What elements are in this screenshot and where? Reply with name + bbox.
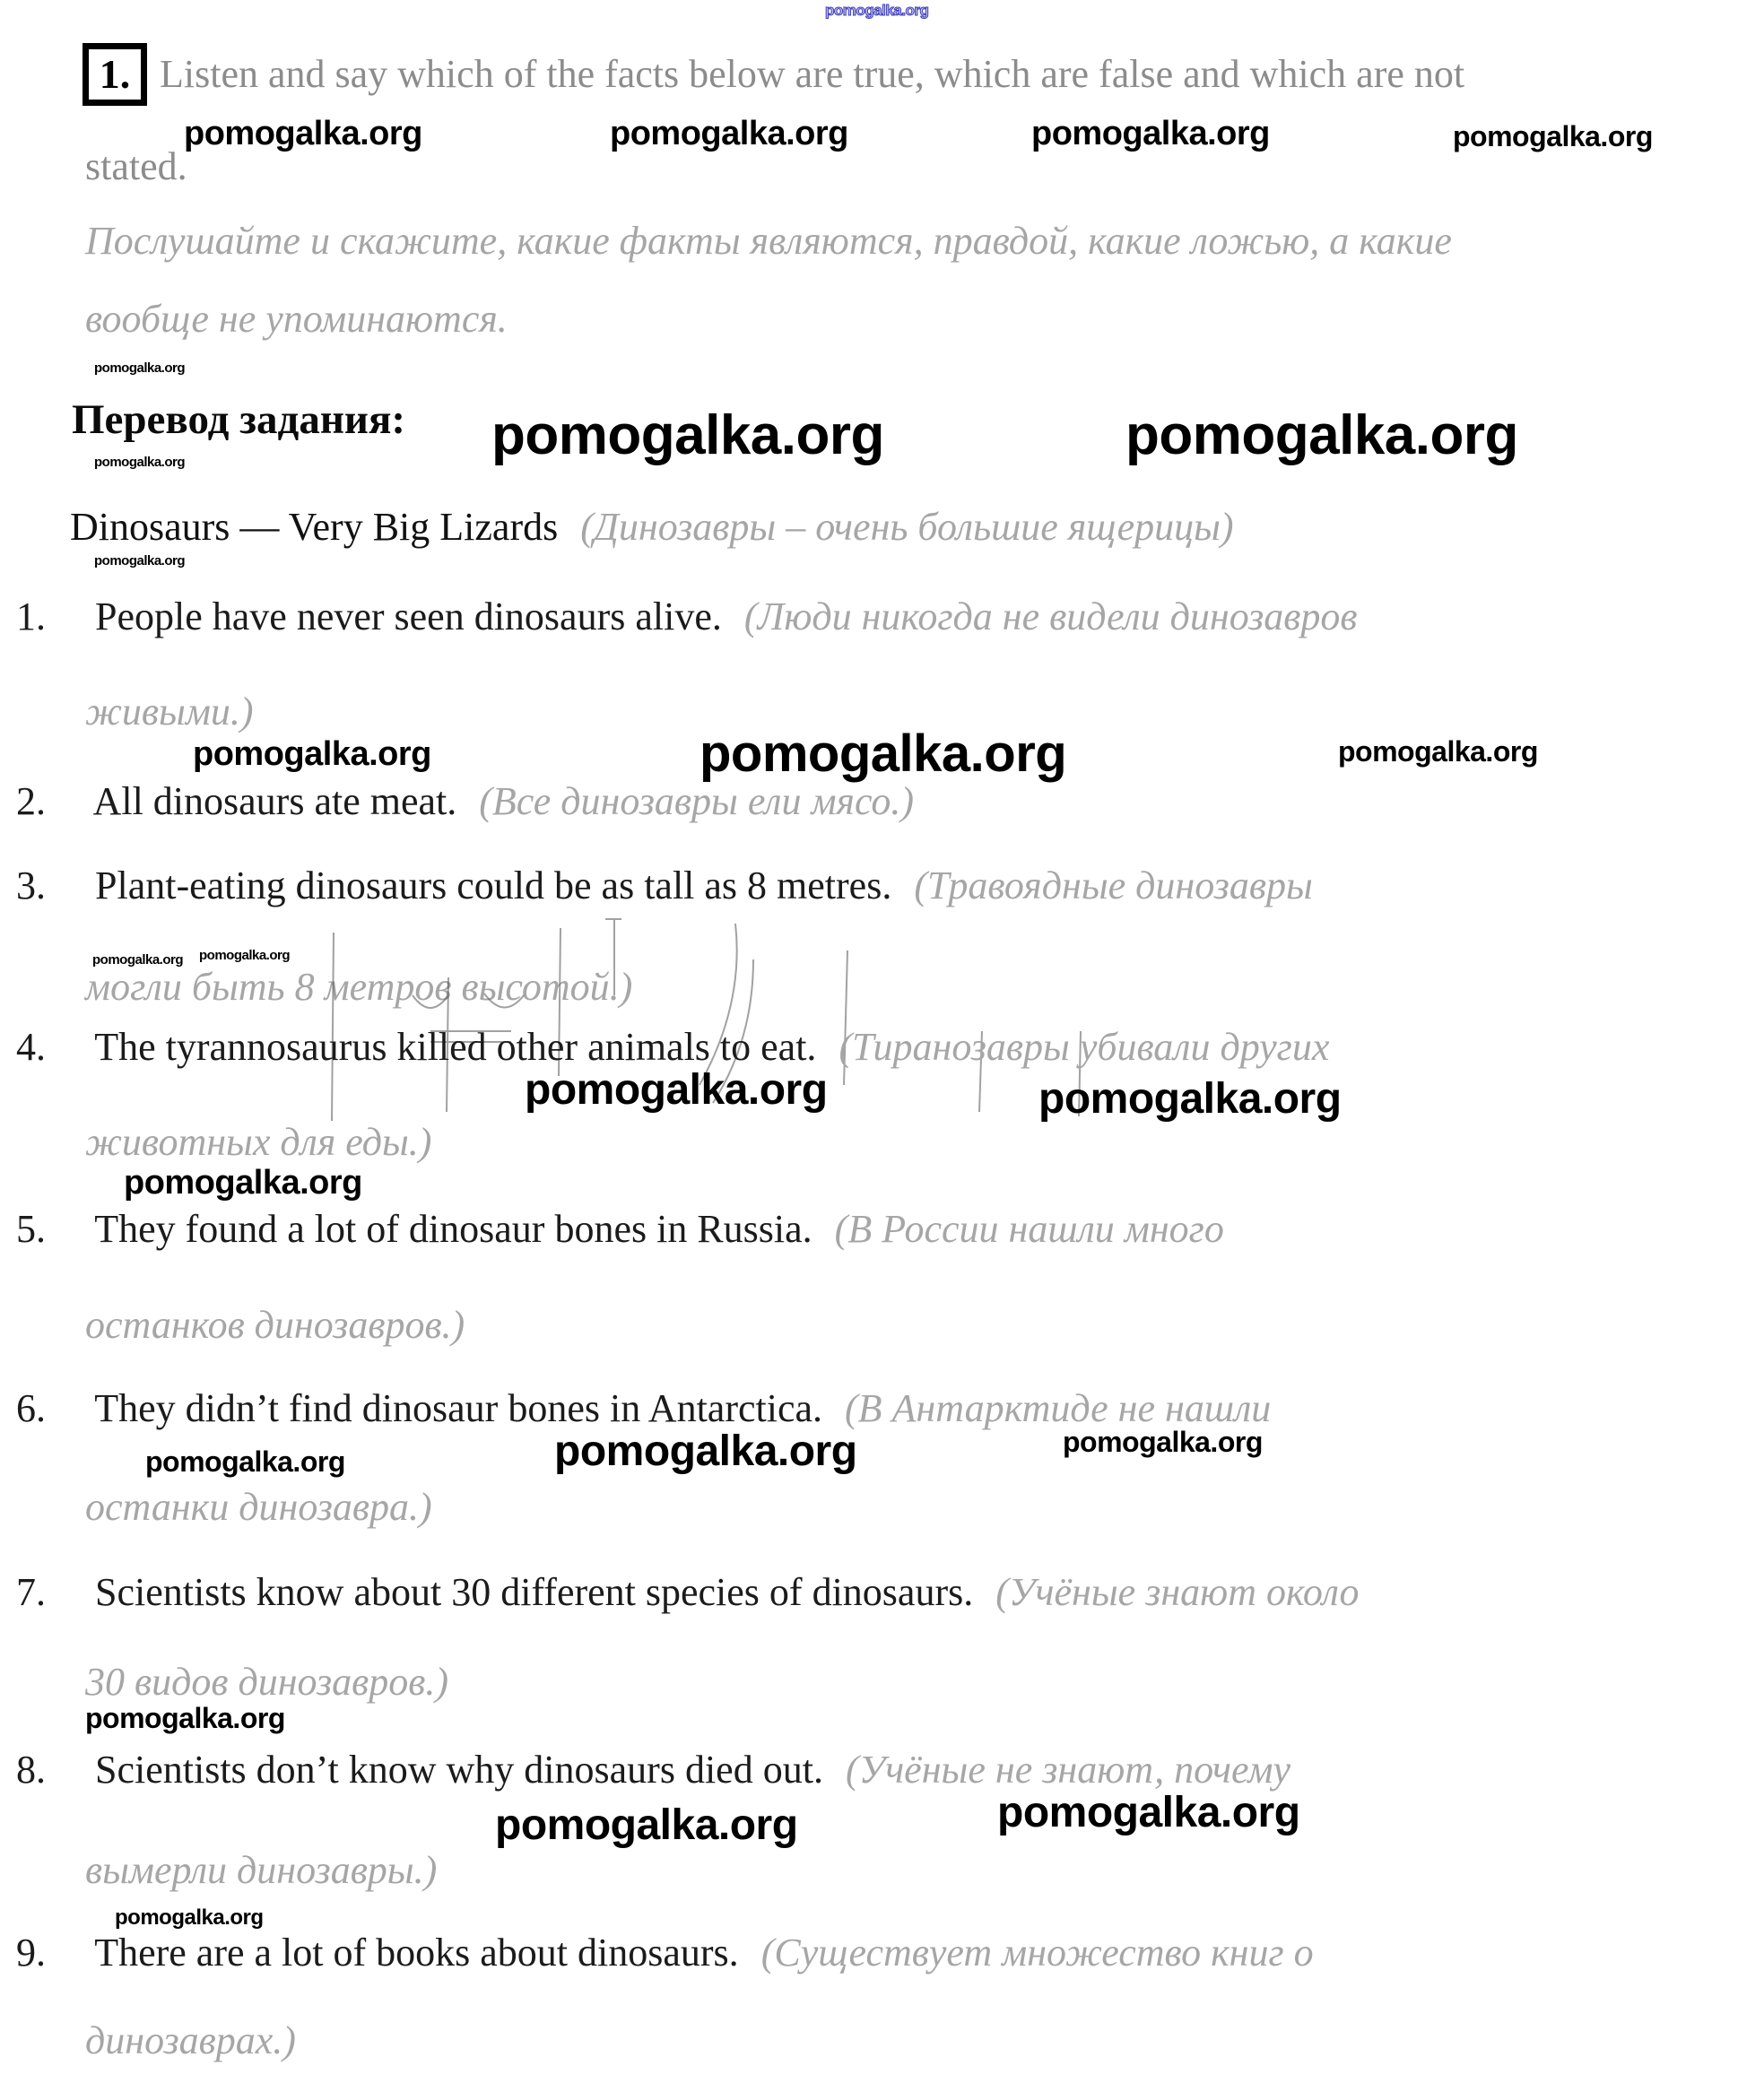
watermark: pomogalka.org [94,455,186,470]
fact-item-4-text-en: The tyrannosaurus killed other animals to eat. [94,1025,817,1069]
watermark: pomogalka.org [94,553,186,568]
fact-item-1-number: 1. [16,595,46,638]
watermark: pomogalka.org [1125,404,1518,466]
fact-item-9-number: 9. [16,1931,46,1975]
fact-item-9 [16,1930,1314,1977]
fact-item-4-continuation: животных для еды.) [85,1120,432,1164]
fact-item-6-text-en: They didn’t find dinosaur bones in Antarctica. [94,1386,823,1430]
fact-item-9-text-en: There are a lot of books about dinosaurs. [94,1931,739,1975]
watermark: pomogalka.org [491,404,884,466]
fact-item-7-number: 7. [16,1570,46,1614]
watermark: pomogalka.org [1063,1426,1263,1458]
task-instruction-en-line1: Listen and say which of the facts below are true, which are false and which are not [160,52,1465,96]
fact-item-8-text-ru: (Учёные не знают, почему [845,1748,1291,1792]
fact-item-7-text-ru: (Учёные знают около [995,1570,1360,1614]
watermark: pomogalka.org [1038,1075,1342,1123]
watermark: pomogalka.org [700,725,1067,783]
fact-item-5-text-en: They found a lot of dinosaur bones in Russia. [94,1207,812,1251]
fact-item-5-number: 5. [16,1207,46,1251]
task-instruction-ru-line1: Послушайте и скажите, какие факты являются, правдой, какие ложью, а какие [85,219,1452,263]
fact-item-6-number: 6. [16,1386,46,1430]
watermark: pomogalka.org [1031,115,1270,152]
fact-item-3-continuation: могли быть 8 метров высотой.) [85,965,633,1009]
task-number-box [83,43,147,106]
fact-item-7-continuation: 30 видов динозавров.) [85,1660,448,1704]
watermark: pomogalka.org [115,1905,264,1930]
fact-item-5-text-ru: (В России нашли много [834,1207,1224,1251]
fact-item-4-number: 4. [16,1025,46,1069]
watermark: pomogalka.org [1453,120,1653,152]
fact-item-3-text-ru: (Травоядные динозавры [914,864,1313,907]
fact-item-2-number: 2. [16,779,46,823]
fact-item-7 [16,1569,1360,1617]
fact-item-4-text-ru: (Тиранозавры убивали других [839,1025,1330,1069]
watermark: pomogalka.org [184,115,422,152]
fact-item-2 [16,778,914,826]
fact-item-8-number: 8. [16,1748,46,1792]
watermark: pomogalka.org [94,360,186,376]
fact-item-1-text-ru: (Люди никогда не видели динозавров [743,595,1358,638]
fact-item-3 [16,863,1313,910]
watermark: pomogalka.org [199,948,291,963]
fact-item-6-continuation: останки динозавра.) [85,1485,432,1529]
fact-item-7-text-en: Scientists know about 30 different species of dinosaurs. [95,1570,974,1614]
watermark: pomogalka.org [1338,735,1538,768]
watermark: pomogalka.org [554,1428,857,1475]
watermark: pomogalka.org [124,1164,362,1202]
fact-item-1-text-en: People have never seen dinosaurs alive. [95,595,722,638]
fact-item-2-text-ru: (Все динозавры ели мясо.) [479,779,915,823]
watermark: pomogalka.org [525,1066,828,1114]
watermark-top: pomogalka.org [825,2,929,19]
fact-item-8-continuation: вымерли динозавры.) [85,1848,438,1892]
fact-item-8-text-en: Scientists don’t know why dinosaurs died out. [95,1748,823,1792]
watermark: pomogalka.org [997,1789,1300,1836]
fact-item-9-continuation: динозаврах.) [85,2018,296,2062]
story-title-ru: (Динозавры – очень большие ящерицы) [580,505,1234,549]
translation-heading: Перевод задания: [72,396,406,443]
fact-item-5-continuation: останков динозавров.) [85,1303,465,1347]
watermark: pomogalka.org [193,735,431,773]
task-number: 1. [99,51,131,97]
story-title [70,504,1234,551]
fact-item-5 [16,1206,1224,1254]
fact-item-8 [16,1747,1290,1794]
watermark: pomogalka.org [610,115,848,152]
fact-item-9-text-ru: (Существует множество книг о [760,1931,1314,1975]
fact-item-4 [16,1024,1329,1072]
watermark: pomogalka.org [145,1445,345,1478]
fact-item-1 [16,594,1358,641]
fact-item-3-text-en: Plant-eating dinosaurs could be as tall as 8 metres. [95,864,892,907]
fact-item-6-text-ru: (В Антарктиде не нашли [845,1386,1272,1430]
fact-item-1-continuation: живыми.) [85,690,254,733]
watermark: pomogalka.org [85,1702,285,1734]
fact-item-2-text-en: All dinosaurs ate meat. [92,779,457,823]
fact-item-3-number: 3. [16,864,46,907]
watermark: pomogalka.org [92,952,184,968]
task-instruction-en-line2: stated. [85,144,187,188]
task-instruction-ru-line2: вообще не упоминаются. [85,297,508,341]
watermark: pomogalka.org [495,1801,798,1849]
story-title-en: Dinosaurs — Very Big Lizards [70,505,559,549]
